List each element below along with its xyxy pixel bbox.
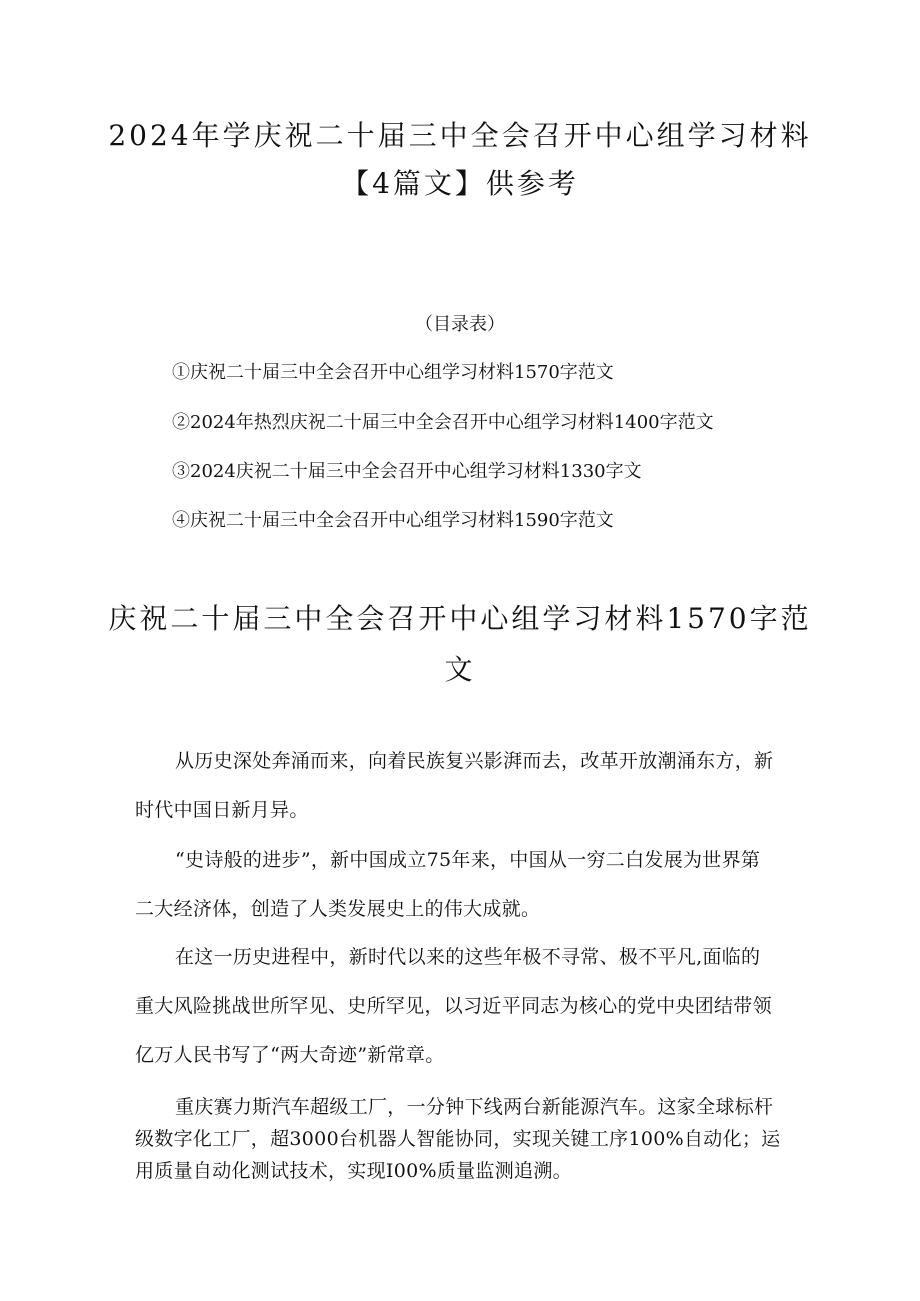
paragraph-3-line-3: 亿万人民书写了“两大奇迹”新常章。	[135, 1044, 445, 1066]
toc-item-1[interactable]: ①庆祝二十届三中全会召开中心组学习材料1570字范文	[172, 362, 614, 383]
paragraph-3-line-1: 在这一历史进程中，新时代以来的这些年极不寻常、极不平凡,面临的	[175, 946, 761, 968]
section-title-line-2: 文	[444, 653, 476, 686]
toc-item-3[interactable]: ③2024庆祝二十届三中全会召开中心组学习材料1330字文	[172, 461, 642, 482]
paragraph-4-line-1: 重庆赛力斯汽车超级工厂，一分钟下线两台新能源汽车。这家全球标杆	[175, 1096, 774, 1118]
paragraph-2-line-2: 二大经济体，创造了人类发展史上的伟大成就。	[135, 898, 541, 920]
document-title-line-2: 【4篇文】供参考	[341, 167, 579, 200]
paragraph-1-line-1: 从历史深处奔涌而来，向着民族复兴影湃而去，改革开放潮涌东方，新	[175, 750, 774, 772]
toc-item-4[interactable]: ④庆祝二十届三中全会召开中心组学习材料1590字范文	[172, 510, 614, 531]
paragraph-2-line-1: “史诗般的进步”，新中国成立75年来，中国从一穷二白发展为世界第	[175, 849, 761, 871]
paragraph-3-line-2: 重大风险挑战世所罕见、史所罕见，以习近平同志为核心的党中央团结带领	[135, 995, 772, 1017]
toc-item-2[interactable]: ②2024年热烈庆祝二十届三中全会召开中心组学习材料1400字范文	[172, 412, 714, 433]
toc-heading: （目录表）	[415, 314, 505, 335]
section-title-line-1: 庆祝二十届三中全会召开中心组学习材料1570字范	[108, 602, 812, 635]
paragraph-4-line-3: 用质量自动化测试技术，实现I00%质量监测追溯。	[135, 1160, 572, 1182]
paragraph-1-line-2: 时代中国日新月异。	[135, 799, 309, 821]
document-title-line-1: 2024年学庆祝二十届三中全会召开中心组学习材料	[108, 119, 812, 152]
paragraph-4-line-2: 级数字化工厂，超3000台机器人智能协同，实现关键工序100%自动化；运	[135, 1128, 781, 1150]
